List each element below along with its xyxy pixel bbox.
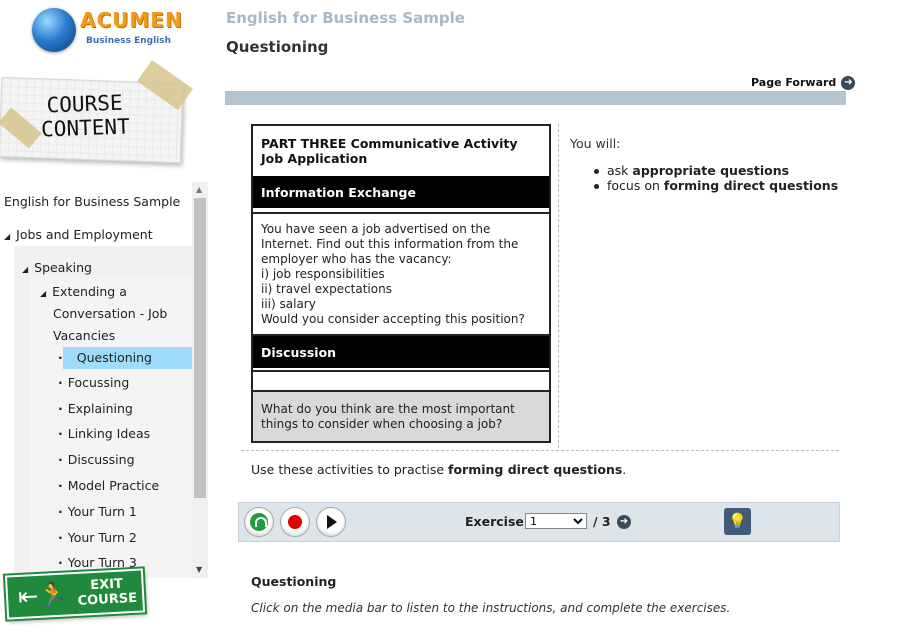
bullet-dot-icon: [594, 184, 599, 189]
record-icon: [288, 515, 302, 529]
expand-arrow-icon[interactable]: ◢: [40, 289, 47, 298]
course-content-line2: CONTENT: [40, 114, 131, 142]
exercise-total: / 3: [593, 514, 611, 529]
question-line: What do you think are the most important: [261, 402, 515, 416]
information-exchange-body: [253, 212, 549, 336]
expand-arrow-icon[interactable]: ◢: [22, 265, 29, 274]
exit-running-man-icon: ⇤🏃: [17, 580, 69, 611]
expand-arrow-icon[interactable]: ◢: [4, 232, 11, 241]
nav-item-your-turn-3[interactable]: · Your Turn 3: [58, 555, 137, 570]
logo-wordmark: ACUMEN: [80, 8, 183, 32]
lightbulb-icon[interactable]: 💡: [724, 508, 751, 535]
discussion-spacer: [253, 370, 549, 392]
page-forward-label[interactable]: Page Forward: [751, 76, 837, 89]
nav-scrollbar[interactable]: [192, 182, 208, 578]
media-bar: [238, 502, 840, 542]
course-navigation: [0, 182, 208, 578]
course-name: English for Business Sample: [226, 9, 465, 27]
objective-item: focus on forming direct questions: [594, 178, 838, 193]
info-line: ii) travel expectations: [261, 282, 392, 296]
play-button[interactable]: [316, 507, 346, 537]
nav-item-english-for-business[interactable]: English for Business Sample: [4, 194, 181, 209]
info-line: employer who has the vacancy:: [261, 252, 452, 266]
exercise-select[interactable]: [525, 513, 587, 529]
listen-button[interactable]: [244, 507, 274, 537]
logo-subtitle: Business English: [86, 36, 171, 46]
scroll-down-icon[interactable]: ▼: [196, 565, 203, 574]
nav-item-explaining[interactable]: · Explaining: [58, 401, 133, 416]
instructions-text: Click on the media bar to listen to the instructions, and complete the exercises.: [251, 601, 731, 615]
next-exercise-icon[interactable]: ➜: [617, 515, 631, 529]
exit-label-line1: EXIT: [89, 576, 124, 594]
exit-sign[interactable]: [5, 568, 145, 619]
bullet-icon: ·: [58, 555, 63, 570]
record-button[interactable]: [280, 507, 310, 537]
objectives-intro: You will:: [570, 136, 621, 151]
nav-item-jobs-and-employment[interactable]: ◢ Jobs and Employment: [4, 227, 153, 242]
nav-item-your-turn-2[interactable]: · Your Turn 2: [58, 530, 137, 545]
nav-tree: [0, 182, 192, 578]
instructions-title: Questioning: [251, 574, 337, 589]
horizontal-divider: [241, 450, 839, 451]
objective-item: ask appropriate questions: [594, 163, 789, 178]
arrow-right-circle-icon[interactable]: ➜: [841, 76, 855, 90]
info-line: You have seen a job advertised on the: [261, 222, 491, 236]
info-line: Internet. Find out this information from the: [261, 237, 519, 251]
nav-item-extending-conversation-line3[interactable]: Vacancies: [53, 328, 116, 343]
info-line: i) job responsibilities: [261, 267, 385, 281]
nav-item-speaking[interactable]: ◢ Speaking: [22, 260, 92, 275]
header-divider-bar: [225, 91, 846, 105]
nav-item-model-practice[interactable]: · Model Practice: [58, 478, 160, 493]
discussion-question: [253, 392, 549, 441]
bullet-icon: ·: [58, 375, 63, 390]
bullet-icon: ·: [58, 452, 63, 467]
exercise-label: Exercise: [465, 514, 524, 529]
headphones-icon: [250, 513, 268, 531]
nav-item-linking-ideas[interactable]: · Linking Ideas: [58, 426, 151, 441]
bullet-icon: ·: [58, 504, 63, 519]
scroll-up-icon[interactable]: ▲: [196, 185, 203, 194]
nav-item-your-turn-1[interactable]: · Your Turn 1: [58, 504, 137, 519]
vertical-divider: [558, 124, 559, 448]
exit-label-line2: COURSE: [77, 590, 138, 609]
exit-course-button[interactable]: [0, 568, 148, 616]
bullet-icon: ·: [58, 426, 63, 441]
lesson-title: Questioning: [226, 38, 329, 56]
nav-item-focussing[interactable]: · Focussing: [58, 375, 130, 390]
nav-item-discussing[interactable]: · Discussing: [58, 452, 135, 467]
page-forward-button[interactable]: [751, 72, 855, 88]
activity-card: [251, 124, 551, 443]
bullet-icon: ·: [58, 530, 63, 545]
scrollbar-thumb[interactable]: [194, 198, 206, 498]
nav-item-questioning[interactable]: · Questioning: [58, 350, 152, 365]
question-line: things to consider when choosing a job?: [261, 417, 503, 431]
nav-item-extending-conversation-line2[interactable]: Conversation - Job: [53, 306, 168, 321]
acumen-logo: [28, 4, 188, 58]
bullet-icon: ·: [58, 478, 63, 493]
info-line: Would you consider accepting this position?: [261, 312, 525, 326]
bullet-dot-icon: [594, 169, 599, 174]
nav-item-extending-conversation[interactable]: ◢ Extending a: [40, 284, 127, 299]
course-content-title: [19, 90, 151, 143]
play-icon: [327, 515, 337, 529]
information-exchange-heading: Information Exchange: [253, 176, 549, 208]
info-line: iii) salary: [261, 297, 316, 311]
card-part-title: PART THREE Communicative Activity: [261, 136, 518, 151]
discussion-heading: Discussion: [253, 336, 549, 368]
course-content-line1: COURSE: [46, 90, 123, 118]
card-part-subtitle: Job Application: [261, 151, 368, 166]
practice-description: Use these activities to practise forming direct questions.: [251, 462, 627, 477]
globe-icon: [32, 8, 76, 52]
bullet-icon: ·: [58, 401, 63, 416]
card-part-heading: [253, 126, 549, 174]
bullet-icon: ·: [58, 350, 63, 365]
